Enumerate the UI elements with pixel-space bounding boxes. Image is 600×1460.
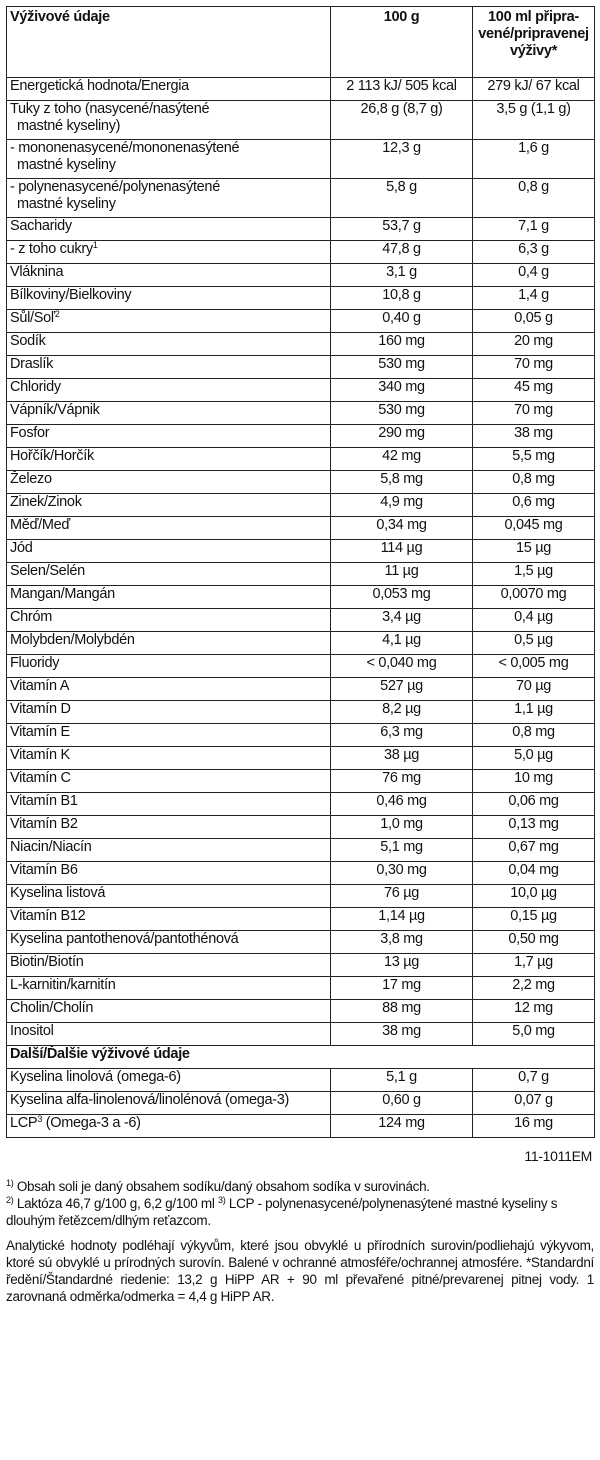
nutrient-label: Vitamín B2 bbox=[10, 816, 78, 832]
section-title: Další/Ďalšie výživové údaje bbox=[7, 1046, 595, 1069]
nutrient-name bbox=[7, 140, 331, 179]
nutrient-label: Tuky z toho (nasycené/nasýtené bbox=[10, 101, 210, 117]
nutrient-label: Niacin/Niacín bbox=[10, 839, 92, 855]
value-100g: 5,8 mg bbox=[331, 471, 473, 494]
nutrient-name bbox=[7, 701, 331, 724]
value-100g: 17 mg bbox=[331, 977, 473, 1000]
nutrient-name bbox=[7, 724, 331, 747]
value-100ml: 0,15 µg bbox=[473, 908, 595, 931]
table-row bbox=[7, 632, 595, 655]
nutrient-name bbox=[7, 241, 331, 264]
table-row bbox=[7, 517, 595, 540]
nutrient-label: Kyselina listová bbox=[10, 885, 106, 901]
table-row bbox=[7, 931, 595, 954]
footnote-2-mark: 2) bbox=[6, 1195, 14, 1205]
value-100g: 5,1 g bbox=[331, 1069, 473, 1092]
table-row bbox=[7, 333, 595, 356]
value-100g: 1,14 µg bbox=[331, 908, 473, 931]
table-row bbox=[7, 609, 595, 632]
table-row bbox=[7, 471, 595, 494]
nutrient-name bbox=[7, 179, 331, 218]
table-row bbox=[7, 563, 595, 586]
nutrient-name bbox=[7, 977, 331, 1000]
value-100g: 3,4 µg bbox=[331, 609, 473, 632]
table-row bbox=[7, 310, 595, 333]
value-100ml: 70 µg bbox=[473, 678, 595, 701]
value-100ml: 0,07 g bbox=[473, 1092, 595, 1115]
value-100g: 6,3 mg bbox=[331, 724, 473, 747]
value-100ml: 3,5 g (1,1 g) bbox=[473, 101, 595, 140]
value-100ml: 1,6 g bbox=[473, 140, 595, 179]
value-100ml: 2,2 mg bbox=[473, 977, 595, 1000]
value-100g: 12,3 g bbox=[331, 140, 473, 179]
nutrient-name bbox=[7, 632, 331, 655]
table-row bbox=[7, 839, 595, 862]
value-100ml: < 0,005 mg bbox=[473, 655, 595, 678]
value-100g: 47,8 g bbox=[331, 241, 473, 264]
nutrient-name bbox=[7, 931, 331, 954]
table-row bbox=[7, 218, 595, 241]
footnote-1 bbox=[6, 1178, 594, 1195]
table-row bbox=[7, 885, 595, 908]
footnote-3-mark: 3) bbox=[218, 1195, 226, 1205]
value-100ml: 0,0070 mg bbox=[473, 586, 595, 609]
value-100ml: 1,1 µg bbox=[473, 701, 595, 724]
value-100g: 11 µg bbox=[331, 563, 473, 586]
nutrient-label: Vitamín B12 bbox=[10, 908, 86, 924]
value-100g: 88 mg bbox=[331, 1000, 473, 1023]
table-row bbox=[7, 678, 595, 701]
table-row bbox=[7, 747, 595, 770]
value-100ml: 45 mg bbox=[473, 379, 595, 402]
nutrient-footnote-mark: 2 bbox=[54, 309, 60, 319]
value-100g: 26,8 g (8,7 g) bbox=[331, 101, 473, 140]
nutrient-label: Inositol bbox=[10, 1023, 54, 1039]
footnote-3-text: LCP - polynenasycené/polynenasýtené mastné kyseliny s dlouhým řetězcem/dlhým reťazcom. bbox=[6, 1196, 558, 1228]
table-row bbox=[7, 264, 595, 287]
nutrient-label: Vitamín C bbox=[10, 770, 71, 786]
nutrient-label-rest: (Omega-3 a -6) bbox=[42, 1115, 141, 1131]
value-100ml: 0,67 mg bbox=[473, 839, 595, 862]
nutrient-name bbox=[7, 402, 331, 425]
nutrient-name bbox=[7, 885, 331, 908]
value-100ml: 5,0 µg bbox=[473, 747, 595, 770]
value-100ml: 0,7 g bbox=[473, 1069, 595, 1092]
footnote-2-text: Laktóza 46,7 g/100 g, 6,2 g/100 ml bbox=[13, 1196, 219, 1211]
nutrient-label: - mononenasycené/mononenasýtené bbox=[10, 140, 240, 156]
value-100g: < 0,040 mg bbox=[331, 655, 473, 678]
nutrient-name bbox=[7, 78, 331, 101]
value-100ml: 0,045 mg bbox=[473, 517, 595, 540]
table-row bbox=[7, 701, 595, 724]
table-row bbox=[7, 1023, 595, 1046]
nutrient-name bbox=[7, 494, 331, 517]
nutrient-name bbox=[7, 655, 331, 678]
nutrient-name bbox=[7, 747, 331, 770]
nutrient-label: Vápník/Vápnik bbox=[10, 402, 100, 418]
nutrient-label: Vitamín A bbox=[10, 678, 70, 694]
table-row bbox=[7, 78, 595, 101]
table-row bbox=[7, 356, 595, 379]
value-100ml: 15 µg bbox=[473, 540, 595, 563]
value-100g: 8,2 µg bbox=[331, 701, 473, 724]
footnotes bbox=[6, 1178, 594, 1305]
value-100g: 5,1 mg bbox=[331, 839, 473, 862]
value-100ml: 1,5 µg bbox=[473, 563, 595, 586]
table-row bbox=[7, 425, 595, 448]
value-100g: 527 µg bbox=[331, 678, 473, 701]
value-100g: 0,40 g bbox=[331, 310, 473, 333]
nutrient-label: Cholin/Cholín bbox=[10, 1000, 94, 1016]
nutrient-name bbox=[7, 793, 331, 816]
value-100ml: 5,5 mg bbox=[473, 448, 595, 471]
value-100g: 0,30 mg bbox=[331, 862, 473, 885]
nutrient-footnote-mark: 3 bbox=[37, 1114, 43, 1124]
nutrient-name bbox=[7, 954, 331, 977]
header-name: Výživové údaje bbox=[7, 7, 331, 78]
value-100ml: 7,1 g bbox=[473, 218, 595, 241]
value-100g: 76 mg bbox=[331, 770, 473, 793]
value-100ml: 70 mg bbox=[473, 402, 595, 425]
value-100g: 530 mg bbox=[331, 402, 473, 425]
value-100g: 10,8 g bbox=[331, 287, 473, 310]
nutrient-label: Hořčík/Horčík bbox=[10, 448, 94, 464]
nutrient-name bbox=[7, 379, 331, 402]
value-100g: 0,053 mg bbox=[331, 586, 473, 609]
analytic-note: Analytické hodnoty podléhají výkyvům, které jsou obvyklé u přírodních surovin/podliehajú výkyvom, ktoré sú obvyklé u prírodných surovín. Balené v ochranné atmosféře/ochrannej atmosfére. *Standardní ředění/Štandardné riedenie: 13,2 g HiPP AR + 90 ml převařené pitné/prevarenej pitnej vody. 1 zarovnaná odměrka/odmerka = 4,4 g HiPP AR. bbox=[6, 1238, 594, 1304]
table-row bbox=[7, 1092, 595, 1115]
value-100ml: 1,7 µg bbox=[473, 954, 595, 977]
nutrient-label: Energetická hodnota/Energia bbox=[10, 78, 189, 94]
table-row bbox=[7, 540, 595, 563]
nutrient-label: L-karnitin/karnitín bbox=[10, 977, 116, 993]
nutrient-label: Zinek/Zinok bbox=[10, 494, 82, 510]
nutrient-label-line2: mastné kyseliny bbox=[17, 157, 116, 173]
nutrient-name bbox=[7, 517, 331, 540]
table-row bbox=[7, 379, 595, 402]
footnote-1-mark: 1) bbox=[6, 1178, 14, 1188]
nutrient-label: Selen/Selén bbox=[10, 563, 85, 579]
nutrient-label-line2: mastné kyseliny) bbox=[17, 118, 121, 134]
table-row bbox=[7, 1000, 595, 1023]
value-100g: 4,1 µg bbox=[331, 632, 473, 655]
nutrient-label-line2: mastné kyseliny bbox=[17, 196, 116, 212]
nutrient-name bbox=[7, 609, 331, 632]
product-code: 11-1011EM bbox=[524, 1148, 592, 1164]
nutrient-label: Vitamín D bbox=[10, 701, 71, 717]
table-row bbox=[7, 448, 595, 471]
table-row bbox=[7, 724, 595, 747]
table-row bbox=[7, 586, 595, 609]
nutrient-name bbox=[7, 586, 331, 609]
nutrient-name bbox=[7, 471, 331, 494]
value-100g: 3,1 g bbox=[331, 264, 473, 287]
value-100g: 38 µg bbox=[331, 747, 473, 770]
nutrient-label: Měď/Meď bbox=[10, 517, 71, 533]
value-100ml: 38 mg bbox=[473, 425, 595, 448]
value-100ml: 0,50 mg bbox=[473, 931, 595, 954]
nutrient-name bbox=[7, 1000, 331, 1023]
table-row bbox=[7, 241, 595, 264]
section-header-row bbox=[7, 1046, 595, 1069]
nutrient-name bbox=[7, 448, 331, 471]
nutrient-label: Molybden/Molybdén bbox=[10, 632, 135, 648]
nutrient-label: Vitamín B1 bbox=[10, 793, 78, 809]
value-100g: 38 mg bbox=[331, 1023, 473, 1046]
footnote-2-3 bbox=[6, 1195, 594, 1229]
value-100ml: 0,8 mg bbox=[473, 471, 595, 494]
nutrient-label: Sodík bbox=[10, 333, 46, 349]
footnote-1-text: Obsah soli je daný obsahem sodíku/daný obsahom sodíka v surovinách. bbox=[13, 1179, 430, 1194]
value-100ml: 0,06 mg bbox=[473, 793, 595, 816]
value-100g: 3,8 mg bbox=[331, 931, 473, 954]
table-row bbox=[7, 977, 595, 1000]
value-100ml: 70 mg bbox=[473, 356, 595, 379]
nutrient-label: Draslík bbox=[10, 356, 54, 372]
nutrient-label: Kyselina alfa-linolenová/linolénová (omega-3) bbox=[10, 1092, 290, 1108]
value-100ml: 0,05 g bbox=[473, 310, 595, 333]
value-100g: 160 mg bbox=[331, 333, 473, 356]
value-100g: 2 113 kJ/ 505 kcal bbox=[331, 78, 473, 101]
value-100g: 0,34 mg bbox=[331, 517, 473, 540]
nutrient-label: Vitamín B6 bbox=[10, 862, 78, 878]
nutrient-name bbox=[7, 101, 331, 140]
value-100ml: 20 mg bbox=[473, 333, 595, 356]
table-row bbox=[7, 954, 595, 977]
nutrient-name bbox=[7, 862, 331, 885]
value-100ml: 0,4 g bbox=[473, 264, 595, 287]
value-100g: 114 µg bbox=[331, 540, 473, 563]
nutrient-label: Železo bbox=[10, 471, 52, 487]
nutrient-label: Sůl/Soľ bbox=[10, 310, 55, 326]
nutrient-name bbox=[7, 218, 331, 241]
value-100g: 290 mg bbox=[331, 425, 473, 448]
nutrient-label: Chloridy bbox=[10, 379, 61, 395]
table-row bbox=[7, 1069, 595, 1092]
nutrient-name bbox=[7, 425, 331, 448]
table-row bbox=[7, 101, 595, 140]
value-100ml: 1,4 g bbox=[473, 287, 595, 310]
nutrient-name bbox=[7, 356, 331, 379]
value-100ml: 0,13 mg bbox=[473, 816, 595, 839]
nutrient-footnote-mark: 1 bbox=[92, 240, 98, 250]
nutrient-label: Bílkoviny/Bielkoviny bbox=[10, 287, 132, 303]
value-100ml: 10 mg bbox=[473, 770, 595, 793]
nutrient-label: Jód bbox=[10, 540, 33, 556]
table-row bbox=[7, 494, 595, 517]
nutrient-name bbox=[7, 563, 331, 586]
header-100ml: 100 ml připra-vené/pripravenej výživy* bbox=[473, 7, 595, 78]
nutrient-name bbox=[7, 1115, 331, 1138]
nutrient-name bbox=[7, 816, 331, 839]
table-row bbox=[7, 402, 595, 425]
nutrient-name bbox=[7, 264, 331, 287]
value-100g: 42 mg bbox=[331, 448, 473, 471]
value-100g: 5,8 g bbox=[331, 179, 473, 218]
value-100g: 124 mg bbox=[331, 1115, 473, 1138]
nutrient-name bbox=[7, 1092, 331, 1115]
value-100g: 13 µg bbox=[331, 954, 473, 977]
value-100ml: 12 mg bbox=[473, 1000, 595, 1023]
table-row bbox=[7, 816, 595, 839]
nutrient-name bbox=[7, 540, 331, 563]
table-row bbox=[7, 770, 595, 793]
value-100g: 53,7 g bbox=[331, 218, 473, 241]
nutrient-name bbox=[7, 770, 331, 793]
nutrient-label: Chróm bbox=[10, 609, 53, 625]
value-100ml: 0,5 µg bbox=[473, 632, 595, 655]
value-100ml: 0,04 mg bbox=[473, 862, 595, 885]
table-row bbox=[7, 1115, 595, 1138]
value-100g: 340 mg bbox=[331, 379, 473, 402]
nutrient-name bbox=[7, 1023, 331, 1046]
nutrient-label: Vitamín E bbox=[10, 724, 70, 740]
value-100g: 530 mg bbox=[331, 356, 473, 379]
nutrient-label: Vitamín K bbox=[10, 747, 70, 763]
nutrient-label: Vláknina bbox=[10, 264, 64, 280]
value-100ml: 0,6 mg bbox=[473, 494, 595, 517]
nutrient-name bbox=[7, 839, 331, 862]
value-100g: 0,60 g bbox=[331, 1092, 473, 1115]
table-header-row bbox=[7, 7, 595, 78]
table-row bbox=[7, 179, 595, 218]
value-100ml: 6,3 g bbox=[473, 241, 595, 264]
value-100ml: 0,4 µg bbox=[473, 609, 595, 632]
value-100g: 0,46 mg bbox=[331, 793, 473, 816]
table-row bbox=[7, 908, 595, 931]
table-row bbox=[7, 140, 595, 179]
nutrient-label: Kyselina linolová (omega-6) bbox=[10, 1069, 181, 1085]
value-100g: 76 µg bbox=[331, 885, 473, 908]
table-row bbox=[7, 287, 595, 310]
nutrient-label: Mangan/Mangán bbox=[10, 586, 115, 602]
value-100ml: 0,8 mg bbox=[473, 724, 595, 747]
table-row bbox=[7, 862, 595, 885]
header-100g: 100 g bbox=[331, 7, 473, 78]
nutrient-name bbox=[7, 310, 331, 333]
nutrient-name bbox=[7, 333, 331, 356]
value-100ml: 16 mg bbox=[473, 1115, 595, 1138]
nutrient-name bbox=[7, 287, 331, 310]
nutrient-label: Fluoridy bbox=[10, 655, 60, 671]
nutrient-name bbox=[7, 1069, 331, 1092]
nutrient-label: Kyselina pantothenová/pantothénová bbox=[10, 931, 239, 947]
nutrient-label: - z toho cukry bbox=[10, 241, 93, 257]
nutrient-label: Sacharidy bbox=[10, 218, 72, 234]
nutrient-name bbox=[7, 678, 331, 701]
table-row bbox=[7, 793, 595, 816]
value-100ml: 5,0 mg bbox=[473, 1023, 595, 1046]
nutrient-name bbox=[7, 908, 331, 931]
value-100g: 4,9 mg bbox=[331, 494, 473, 517]
nutrient-label: - polynenasycené/polynenasýtené bbox=[10, 179, 220, 195]
nutrient-label: LCP bbox=[10, 1115, 38, 1131]
nutrient-label: Biotin/Biotín bbox=[10, 954, 84, 970]
value-100ml: 0,8 g bbox=[473, 179, 595, 218]
value-100ml: 279 kJ/ 67 kcal bbox=[473, 78, 595, 101]
table-row bbox=[7, 655, 595, 678]
value-100ml: 10,0 µg bbox=[473, 885, 595, 908]
nutrient-label: Fosfor bbox=[10, 425, 50, 441]
nutrition-table bbox=[6, 6, 595, 1138]
value-100g: 1,0 mg bbox=[331, 816, 473, 839]
